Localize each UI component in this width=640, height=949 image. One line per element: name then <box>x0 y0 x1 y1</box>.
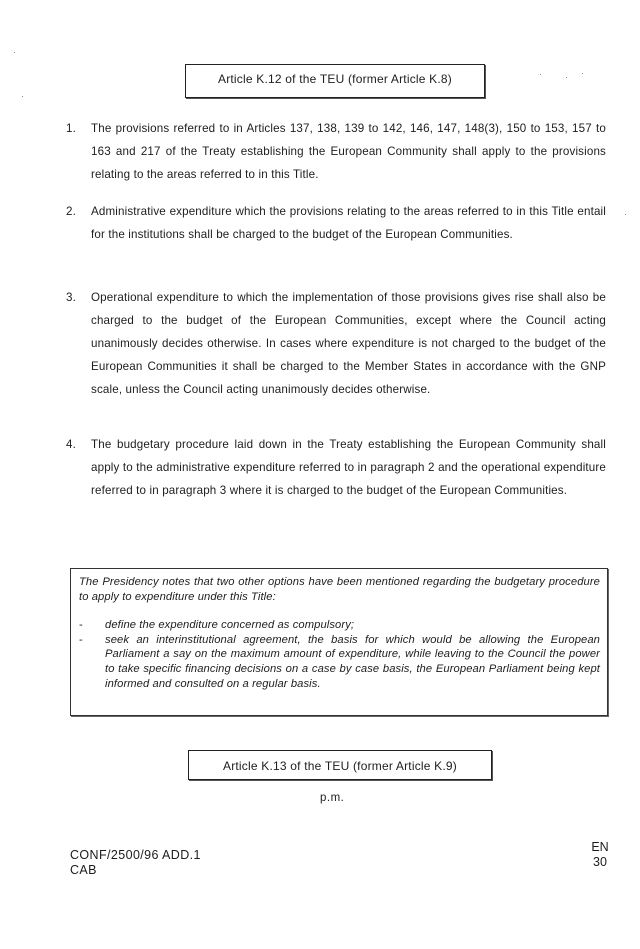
note-option-2 <box>79 633 600 691</box>
paragraph-1 <box>66 117 606 186</box>
footer-page-number: 30 <box>593 855 607 869</box>
article-k13-body: p.m. <box>320 792 345 804</box>
article-k12-title-box <box>185 64 485 98</box>
paragraph-3-text: Operational expenditure to which the implementation of those provisions gives rise shall also be charged to the budget of the European Communities, except where the Council acting unanimously decides otherwise. In cases where expenditure is not charged to the budget of the European Communities it shall be charged to the Member States in accordance with the GNP scale, unless the Council acting unanimously decides otherwise. <box>91 291 606 396</box>
paragraph-4-text: The budgetary procedure laid down in the Treaty establishing the European Community shall apply to the administrative expenditure referred to in paragraph 2 and the operational expenditure referred to in paragraph 3 where it is charged to the budget of the European Communities. <box>91 438 606 497</box>
paragraph-3-number: 3. <box>66 291 76 304</box>
paragraph-1-text: The provisions referred to in Articles 137, 138, 139 to 142, 146, 147, 148(3), 150 to 153, 157 to 163 and 217 of the Treaty establishing the European Community shall apply to the provisions relating to the areas referred to in this Title. <box>91 122 606 181</box>
presidency-note-intro: The Presidency notes that two other options have been mentioned regarding the budgetary procedure to apply to expenditure under this Title: <box>79 576 600 603</box>
article-k13-title-box <box>188 750 492 780</box>
footer-page-block <box>587 840 613 870</box>
bullet-dash-icon: - <box>79 633 83 646</box>
presidency-note-options <box>79 618 600 691</box>
paragraph-4 <box>66 433 606 502</box>
paragraph-3 <box>66 286 606 401</box>
paragraph-4-number: 4. <box>66 438 76 451</box>
article-k13-title: Article K.13 of the TEU (former Article K.9) <box>223 759 457 773</box>
paragraph-1-number: 1. <box>66 122 76 135</box>
note-option-1-text: define the expenditure concerned as compulsory; <box>105 619 355 632</box>
paragraph-2-text: Administrative expenditure which the provisions relating to the areas referred to in this Title entail for the institutions shall be charged to the budget of the European Communities. <box>91 205 606 241</box>
scan-speck <box>625 214 626 215</box>
bullet-dash-icon: - <box>79 619 83 632</box>
paragraph-2 <box>66 200 606 246</box>
scan-speck <box>22 96 23 97</box>
note-option-2-text: seek an interinstitutional agreement, the basis for which would be allowing the European Parliament a say on the maximum amount of expenditure, while leaving to the Council the power to take specific financing decisions on a case by case basis, the European Parliament being kept informed and consulted on a regular basis. <box>105 633 600 690</box>
footer-code: CAB <box>70 863 97 877</box>
footer-reference: CONF/2500/96 ADD.1 <box>70 848 201 862</box>
footer-language: EN <box>591 840 609 854</box>
scan-speck <box>566 77 567 78</box>
scan-speck <box>540 74 541 75</box>
scan-speck <box>14 52 15 53</box>
footer-reference-block <box>70 848 201 878</box>
note-option-1 <box>79 618 600 633</box>
article-k12-title: Article K.12 of the TEU (former Article K.8) <box>218 72 452 86</box>
scan-speck <box>582 73 583 74</box>
presidency-note-box <box>70 568 608 716</box>
paragraph-2-number: 2. <box>66 205 76 218</box>
